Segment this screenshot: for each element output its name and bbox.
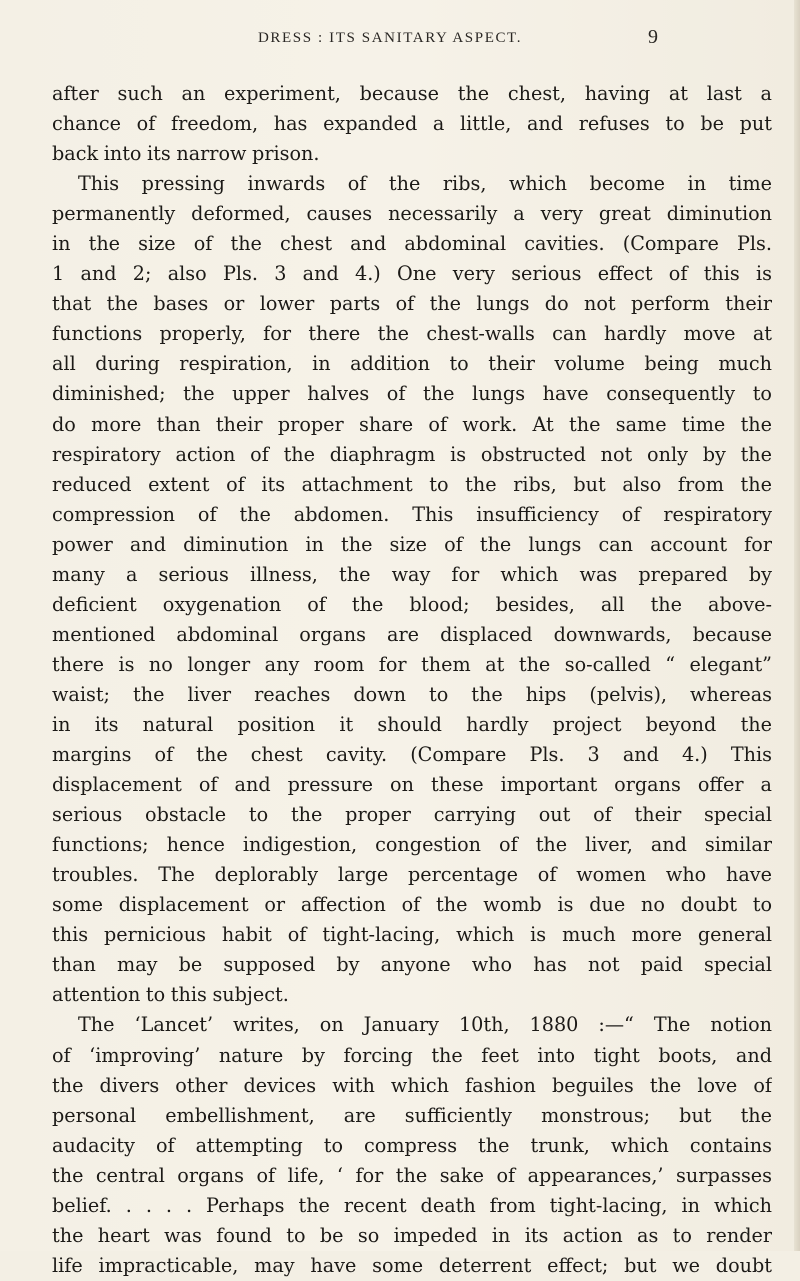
text-line: This pressing inwards of the ribs, which become in time bbox=[78, 172, 772, 196]
text-line: after such an experiment, because the chest, having at last a bbox=[52, 82, 772, 105]
text-line: chance of freedom, has expanded a little, and refuses to be put bbox=[52, 112, 772, 136]
text-line: reduced extent of its attachment to the ribs, but also from the bbox=[52, 472, 772, 496]
text-line: the central organs of life, ‘ for the sake of appearances,’ surpasses bbox=[52, 1163, 772, 1187]
text-line: mentioned abdominal organs are displaced downwards, because bbox=[52, 622, 772, 646]
text-line: many a serious illness, the way for which was prepared by bbox=[52, 562, 772, 586]
text-line: personal embellishment, are sufficiently monstrous; but the bbox=[52, 1103, 772, 1127]
text-line: respiratory action of the diaphragm is obstructed not only by the bbox=[52, 442, 772, 466]
text-line: back into its narrow prison. bbox=[52, 142, 320, 166]
text-line: in its natural position it should hardly project beyond the bbox=[52, 712, 772, 736]
text-line: that the bases or lower parts of the lungs do not perform their bbox=[52, 292, 772, 316]
text-line: troubles. The deplorably large percentage of women who have bbox=[52, 863, 772, 887]
text-line: there is no longer any room for them at the so-called “ elegant” bbox=[52, 652, 772, 676]
text-line: waist; the liver reaches down to the hips (pelvis), whereas bbox=[52, 682, 772, 706]
text-line: functions; hence indigestion, congestion of the liver, and similar bbox=[52, 833, 772, 857]
text-line: all during respiration, in addition to their volume being much bbox=[52, 352, 772, 376]
text-line: some displacement or affection of the womb is due no doubt to bbox=[52, 893, 772, 917]
page-edge-shadow bbox=[794, 0, 800, 1251]
text-line: displacement of and pressure on these important organs offer a bbox=[52, 773, 772, 797]
text-line: do more than their proper share of work. At the same time the bbox=[52, 412, 772, 436]
running-head: DRESS : ITS SANITARY ASPECT. bbox=[258, 30, 523, 46]
text-line: The ‘Lancet’ writes, on January 10th, 1880 :—“ The notion bbox=[78, 1013, 772, 1037]
text-line: life impracticable, may have some deterrent effect; but we doubt bbox=[52, 1253, 772, 1277]
text-line: power and diminution in the size of the lungs can account for bbox=[52, 532, 772, 556]
body-text bbox=[52, 79, 772, 1281]
text-line: than may be supposed by anyone who has not paid special bbox=[52, 953, 772, 977]
text-line: audacity of attempting to compress the trunk, which contains bbox=[52, 1133, 772, 1157]
text-line: margins of the chest cavity. (Compare Pls. 3 and 4.) This bbox=[52, 743, 772, 767]
text-line: permanently deformed, causes necessarily a very great diminution bbox=[52, 202, 772, 226]
text-line: belief. . . . . Perhaps the recent death from tight-lacing, in which bbox=[52, 1193, 772, 1217]
text-line: the divers other devices with which fashion beguiles the love of bbox=[52, 1073, 772, 1097]
text-line: serious obstacle to the proper carrying out of their special bbox=[52, 803, 772, 827]
text-line: attention to this subject. bbox=[52, 983, 289, 1007]
page-number: 9 bbox=[648, 26, 658, 48]
text-line: the heart was found to be so impeded in its action as to render bbox=[52, 1223, 772, 1247]
text-line: diminished; the upper halves of the lungs have consequently to bbox=[52, 382, 772, 406]
text-line: of ‘improving’ nature by forcing the feet into tight boots, and bbox=[52, 1043, 772, 1067]
text-line: this pernicious habit of tight-lacing, which is much more general bbox=[52, 923, 772, 947]
text-line: deficient oxygenation of the blood; besides, all the above- bbox=[52, 592, 772, 616]
text-line: in the size of the chest and abdominal cavities. (Compare Pls. bbox=[52, 232, 772, 256]
text-line: 1 and 2; also Pls. 3 and 4.) One very serious effect of this is bbox=[52, 262, 772, 286]
text-line: functions properly, for there the chest-walls can hardly move at bbox=[52, 322, 772, 346]
text-line: compression of the abdomen. This insufficiency of respiratory bbox=[52, 502, 772, 526]
